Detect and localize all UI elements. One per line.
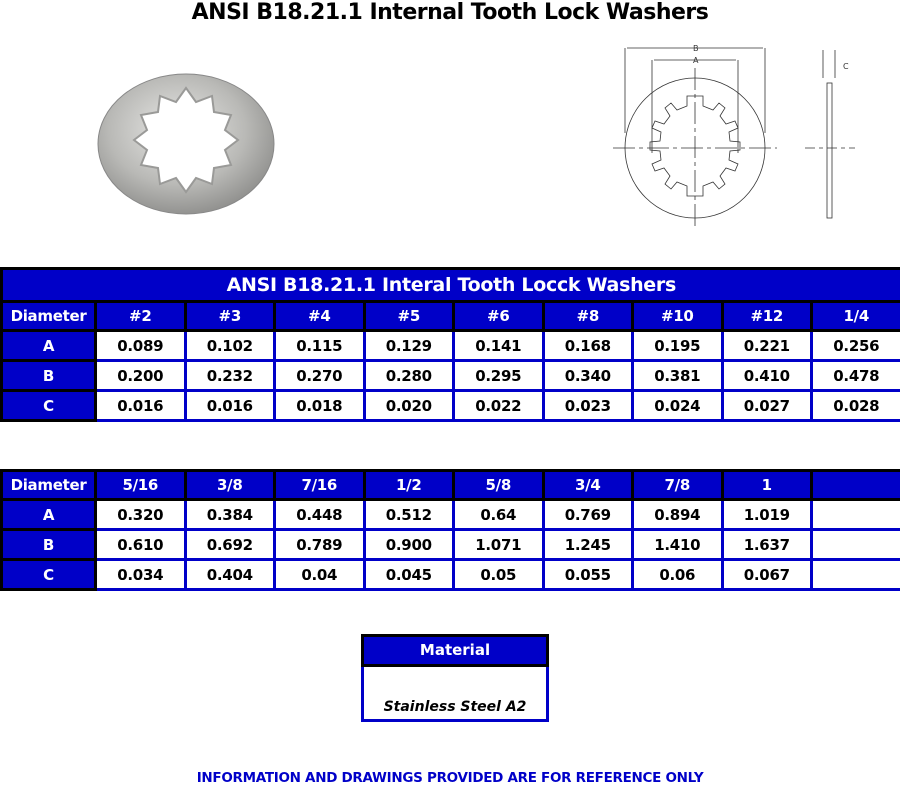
value-cell: 0.295 bbox=[454, 361, 544, 391]
size-header: #10 bbox=[633, 302, 723, 331]
row-label: B bbox=[2, 530, 96, 560]
value-cell: 0.894 bbox=[633, 500, 723, 530]
value-cell: 0.64 bbox=[454, 500, 544, 530]
value-cell: 0.045 bbox=[364, 560, 454, 590]
size-header: #5 bbox=[364, 302, 454, 331]
spec-table-1 bbox=[0, 267, 900, 422]
value-cell: 0.027 bbox=[722, 391, 812, 421]
value-cell: 0.195 bbox=[633, 331, 723, 361]
table-row bbox=[2, 530, 900, 560]
material-header: Material bbox=[361, 634, 549, 667]
size-header: 1/4 bbox=[812, 302, 900, 331]
value-cell: 0.448 bbox=[275, 500, 365, 530]
row-label: B bbox=[2, 361, 96, 391]
dimension-label-b: B bbox=[693, 44, 699, 53]
table-header-row bbox=[2, 471, 900, 500]
row-label: C bbox=[2, 391, 96, 421]
value-cell: 0.410 bbox=[722, 361, 812, 391]
material-value: Stainless Steel A2 bbox=[383, 699, 527, 715]
empty-cell bbox=[812, 560, 900, 590]
value-cell: 0.055 bbox=[543, 560, 633, 590]
page-title: ANSI B18.21.1 Internal Tooth Lock Washers bbox=[191, 0, 709, 25]
value-cell: 0.168 bbox=[543, 331, 633, 361]
value-cell: 0.067 bbox=[722, 560, 812, 590]
value-cell: 0.384 bbox=[185, 500, 275, 530]
empty-cell bbox=[812, 500, 900, 530]
size-header: 3/8 bbox=[185, 471, 275, 500]
value-cell: 0.478 bbox=[812, 361, 900, 391]
washer-dimension-drawing bbox=[605, 38, 880, 236]
size-header: 3/4 bbox=[543, 471, 633, 500]
header-label: Diameter bbox=[2, 471, 96, 500]
disclaimer-footer: INFORMATION AND DRAWINGS PROVIDED ARE FOR REFERENCE ONLY bbox=[196, 770, 704, 786]
value-cell: 0.102 bbox=[185, 331, 275, 361]
value-cell: 0.089 bbox=[96, 331, 186, 361]
size-header: 5/8 bbox=[454, 471, 544, 500]
row-label: A bbox=[2, 331, 96, 361]
value-cell: 0.512 bbox=[364, 500, 454, 530]
row-label: A bbox=[2, 500, 96, 530]
size-header: #4 bbox=[275, 302, 365, 331]
value-cell: 0.016 bbox=[185, 391, 275, 421]
value-cell: 0.022 bbox=[454, 391, 544, 421]
spec-table-2 bbox=[0, 469, 900, 591]
table-row bbox=[2, 361, 900, 391]
dimension-label-a: A bbox=[693, 56, 699, 65]
size-header: 1/2 bbox=[364, 471, 454, 500]
value-cell: 0.256 bbox=[812, 331, 900, 361]
value-cell: 0.020 bbox=[364, 391, 454, 421]
size-header: 5/16 bbox=[96, 471, 186, 500]
value-cell: 1.637 bbox=[722, 530, 812, 560]
value-cell: 1.071 bbox=[454, 530, 544, 560]
size-header: #12 bbox=[722, 302, 812, 331]
value-cell: 1.410 bbox=[633, 530, 723, 560]
dimension-label-c: C bbox=[843, 62, 849, 71]
value-cell: 0.05 bbox=[454, 560, 544, 590]
size-header bbox=[812, 471, 900, 500]
value-cell: 0.381 bbox=[633, 361, 723, 391]
table-row bbox=[2, 331, 900, 361]
value-cell: 0.280 bbox=[364, 361, 454, 391]
size-header: #3 bbox=[185, 302, 275, 331]
value-cell: 0.404 bbox=[185, 560, 275, 590]
value-cell: 1.019 bbox=[722, 500, 812, 530]
size-header: 7/16 bbox=[275, 471, 365, 500]
material-box bbox=[361, 634, 549, 722]
value-cell: 0.028 bbox=[812, 391, 900, 421]
value-cell: 0.023 bbox=[543, 391, 633, 421]
size-header: 7/8 bbox=[633, 471, 723, 500]
value-cell: 0.06 bbox=[633, 560, 723, 590]
value-cell: 0.340 bbox=[543, 361, 633, 391]
value-cell: 0.789 bbox=[275, 530, 365, 560]
size-header: #6 bbox=[454, 302, 544, 331]
value-cell: 0.221 bbox=[722, 331, 812, 361]
table-row bbox=[2, 500, 900, 530]
value-cell: 0.129 bbox=[364, 331, 454, 361]
value-cell: 0.141 bbox=[454, 331, 544, 361]
table-title: ANSI B18.21.1 Interal Tooth Locck Washers bbox=[2, 269, 900, 302]
row-label: C bbox=[2, 560, 96, 590]
material-value-cell bbox=[364, 667, 546, 719]
value-cell: 0.769 bbox=[543, 500, 633, 530]
value-cell: 0.900 bbox=[364, 530, 454, 560]
value-cell: 0.320 bbox=[96, 500, 186, 530]
value-cell: 0.610 bbox=[96, 530, 186, 560]
value-cell: 0.270 bbox=[275, 361, 365, 391]
value-cell: 0.692 bbox=[185, 530, 275, 560]
table-header-row bbox=[2, 302, 900, 331]
size-header: #8 bbox=[543, 302, 633, 331]
value-cell: 0.200 bbox=[96, 361, 186, 391]
value-cell: 0.016 bbox=[96, 391, 186, 421]
table-row bbox=[2, 560, 900, 590]
size-header: #2 bbox=[96, 302, 186, 331]
value-cell: 0.034 bbox=[96, 560, 186, 590]
value-cell: 0.232 bbox=[185, 361, 275, 391]
value-cell: 0.018 bbox=[275, 391, 365, 421]
empty-cell bbox=[812, 530, 900, 560]
value-cell: 0.024 bbox=[633, 391, 723, 421]
value-cell: 0.04 bbox=[275, 560, 365, 590]
size-header: 1 bbox=[722, 471, 812, 500]
table-row bbox=[2, 391, 900, 421]
header-label: Diameter bbox=[2, 302, 96, 331]
value-cell: 1.245 bbox=[543, 530, 633, 560]
value-cell: 0.115 bbox=[275, 331, 365, 361]
washer-photo bbox=[88, 64, 278, 224]
